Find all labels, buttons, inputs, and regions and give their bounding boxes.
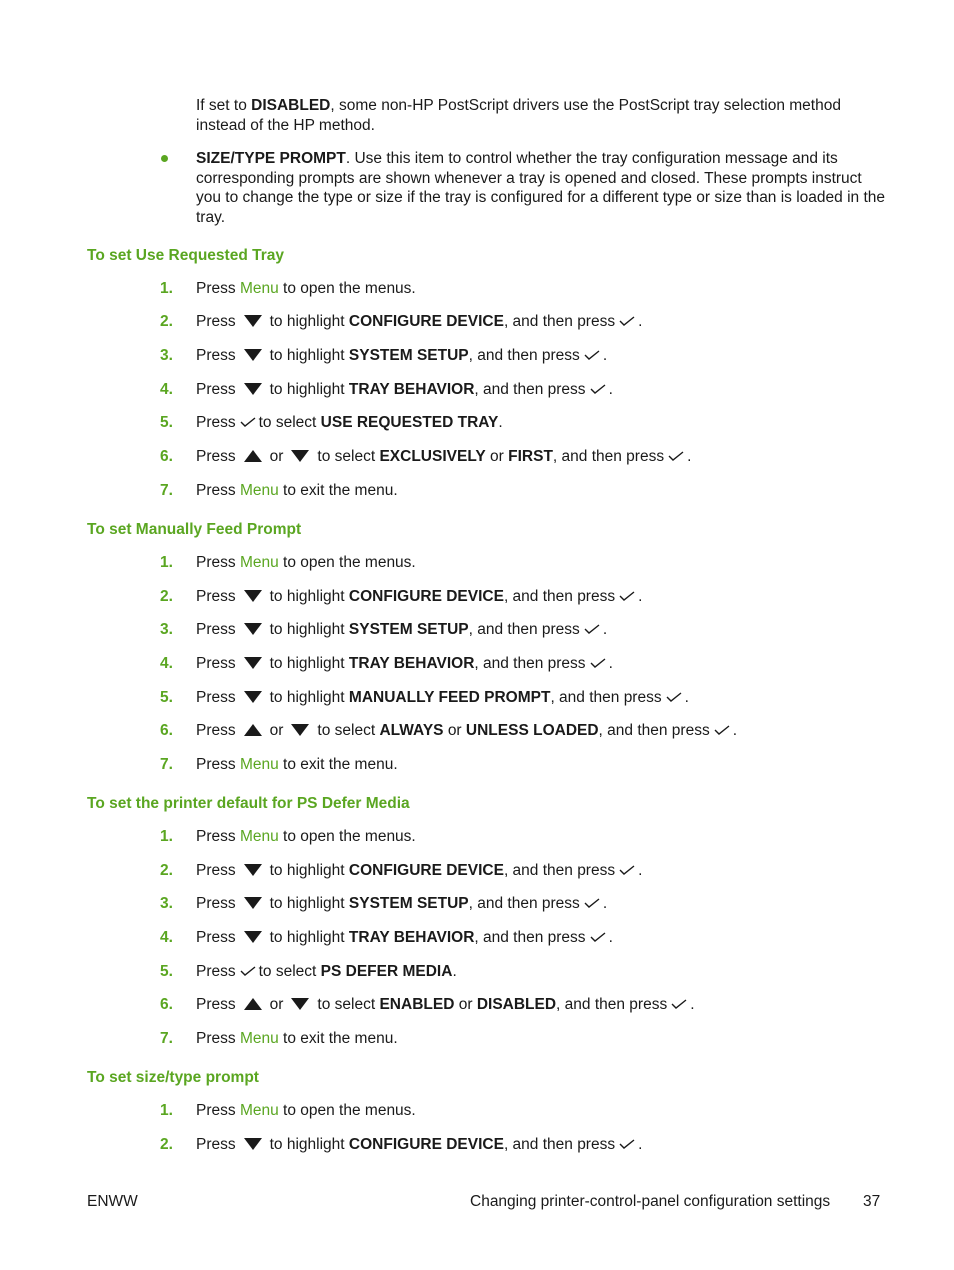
menu-item: TRAY BEHAVIOR — [348, 655, 475, 672]
down-arrow-icon — [244, 623, 262, 635]
checkmark-icon — [671, 998, 687, 1010]
checkmark-icon — [666, 691, 682, 703]
down-arrow-icon — [244, 315, 262, 327]
checkmark-icon — [619, 315, 635, 327]
menu-item: MANUALLY FEED PROMPT — [348, 689, 551, 706]
step-number: 6. — [160, 448, 173, 465]
step-number: 2. — [160, 862, 173, 879]
step-number: 7. — [160, 756, 173, 773]
menu-key: Menu — [239, 554, 279, 571]
checkmark-icon — [619, 864, 635, 876]
menu-item: TRAY BEHAVIOR — [348, 381, 475, 398]
down-arrow-icon — [244, 657, 262, 669]
step-number: 1. — [160, 554, 173, 571]
down-arrow-icon — [244, 897, 262, 909]
menu-key: Menu — [239, 828, 279, 845]
checkmark-icon — [240, 416, 256, 428]
down-arrow-icon — [244, 383, 262, 395]
step-number: 1. — [160, 280, 173, 297]
step-number: 3. — [160, 895, 173, 912]
checkmark-icon — [584, 349, 600, 361]
down-arrow-icon — [244, 931, 262, 943]
intro-bold: DISABLED — [251, 97, 331, 114]
up-arrow-icon — [244, 998, 262, 1010]
step-number: 7. — [160, 482, 173, 499]
step-number: 7. — [160, 1030, 173, 1047]
menu-item: CONFIGURE DEVICE — [348, 862, 504, 879]
section-heading: To set Manually Feed Prompt — [87, 521, 302, 538]
footer-title: Changing printer-control-panel configuration settings — [470, 1193, 831, 1210]
menu-key: Menu — [239, 280, 279, 297]
menu-key: Menu — [239, 1102, 279, 1119]
step-number: 5. — [160, 689, 173, 706]
menu-key: Menu — [239, 1030, 279, 1047]
section-heading: To set the printer default for PS Defer Media — [87, 795, 410, 812]
step-number: 4. — [160, 655, 173, 672]
down-arrow-icon — [244, 864, 262, 876]
step-number: 6. — [160, 996, 173, 1013]
menu-item: USE REQUESTED TRAY — [320, 414, 499, 431]
menu-key: Menu — [239, 756, 279, 773]
step-number: 4. — [160, 929, 173, 946]
section-heading: To set size/type prompt — [87, 1069, 259, 1086]
option-value: FIRST — [508, 448, 553, 465]
step-number: 3. — [160, 347, 173, 364]
intro-text-end: , some non-HP PostScript drivers use the PostScript tray selection method instead of the HP method. — [196, 97, 841, 134]
menu-item: CONFIGURE DEVICE — [348, 1136, 504, 1153]
option-value: ALWAYS — [379, 722, 444, 739]
menu-item: PS DEFER MEDIA — [320, 963, 453, 980]
menu-item: SYSTEM SETUP — [348, 895, 469, 912]
menu-item: CONFIGURE DEVICE — [348, 313, 504, 330]
checkmark-icon — [584, 897, 600, 909]
checkmark-icon — [714, 724, 730, 736]
step-number: 6. — [160, 722, 173, 739]
option-value: DISABLED — [476, 996, 557, 1013]
checkmark-icon — [619, 1138, 635, 1150]
step-number: 3. — [160, 621, 173, 638]
intro-paragraph — [196, 96, 886, 135]
down-arrow-icon — [244, 349, 262, 361]
bullet-icon — [161, 155, 168, 162]
checkmark-icon — [668, 450, 684, 462]
step-number: 2. — [160, 588, 173, 605]
up-arrow-icon — [244, 724, 262, 736]
checkmark-icon — [590, 383, 606, 395]
option-value: EXCLUSIVELY — [379, 448, 486, 465]
option-value: ENABLED — [379, 996, 455, 1013]
intro-text: If set to — [196, 97, 252, 114]
menu-item: SYSTEM SETUP — [348, 347, 469, 364]
section-heading: To set Use Requested Tray — [87, 247, 284, 264]
step-number: 2. — [160, 1136, 173, 1153]
footer-left: ENWW — [87, 1193, 138, 1210]
checkmark-icon — [584, 623, 600, 635]
step-number: 1. — [160, 828, 173, 845]
option-value: UNLESS LOADED — [465, 722, 599, 739]
bullet-title: SIZE/TYPE PROMPT — [196, 150, 346, 167]
menu-item: TRAY BEHAVIOR — [348, 929, 475, 946]
step-number: 2. — [160, 313, 173, 330]
checkmark-icon — [240, 965, 256, 977]
checkmark-icon — [590, 931, 606, 943]
down-arrow-icon — [291, 998, 309, 1010]
down-arrow-icon — [244, 1138, 262, 1150]
bullet-text: . Use this item to control whether the tray configuration message and its corresponding prompts are shown whenever a tray is opened and closed. These prompts instruct you to change the type or size if the tray is configured for a different type or size than is loaded in the tray. — [196, 150, 886, 226]
step-number: 1. — [160, 1102, 173, 1119]
menu-item: CONFIGURE DEVICE — [348, 588, 504, 605]
menu-item: SYSTEM SETUP — [348, 621, 469, 638]
checkmark-icon — [590, 657, 606, 669]
up-arrow-icon — [244, 450, 262, 462]
down-arrow-icon — [244, 590, 262, 602]
step-number: 5. — [160, 414, 173, 431]
bullet-item — [196, 149, 886, 227]
step-number: 5. — [160, 963, 173, 980]
down-arrow-icon — [291, 724, 309, 736]
menu-key: Menu — [239, 482, 279, 499]
down-arrow-icon — [291, 450, 309, 462]
checkmark-icon — [619, 590, 635, 602]
page-number: 37 — [863, 1193, 881, 1210]
down-arrow-icon — [244, 691, 262, 703]
step-number: 4. — [160, 381, 173, 398]
